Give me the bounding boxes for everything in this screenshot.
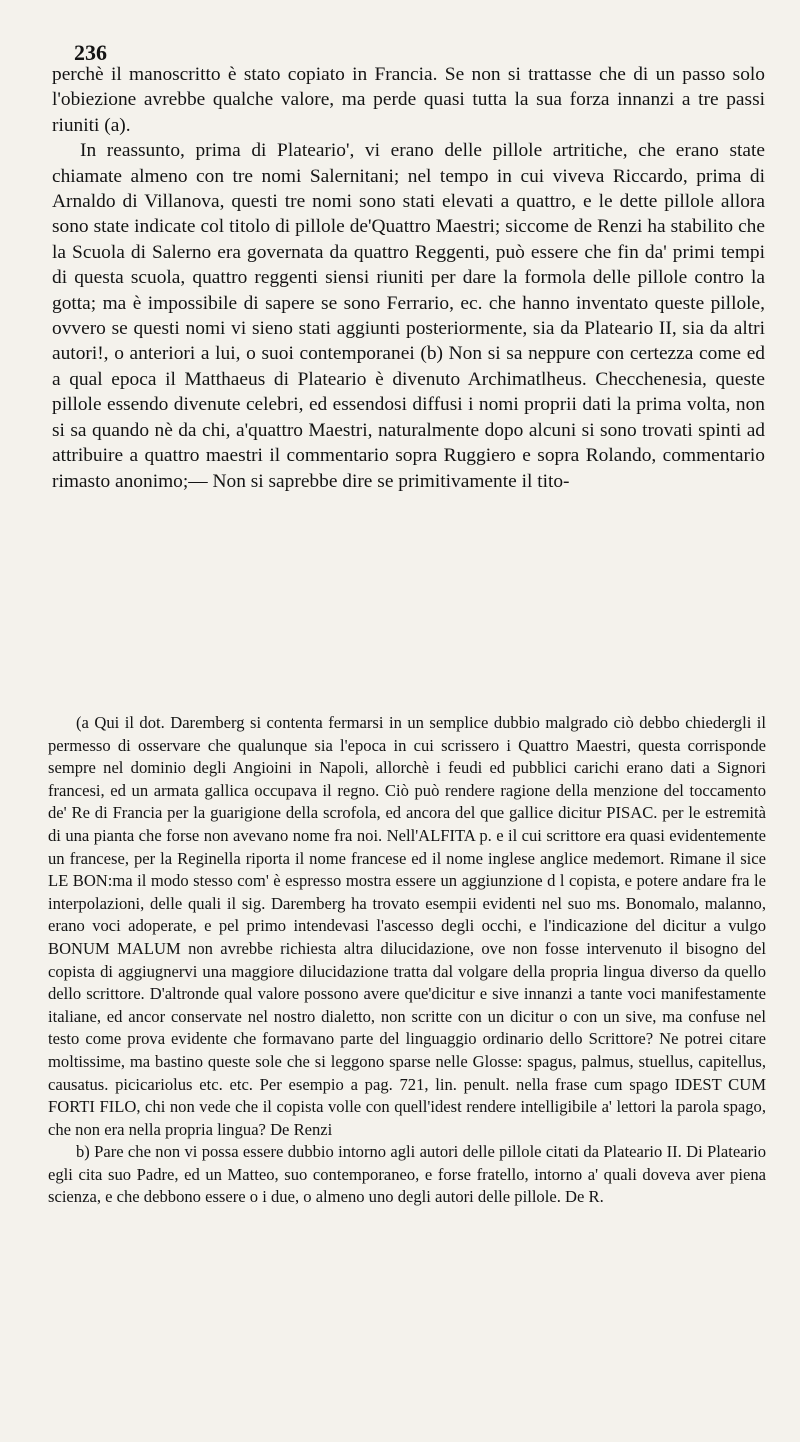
main-text (52, 62, 765, 494)
main-paragraph: In reassunto, prima di Plateario', vi erano delle pillole artritiche, che erano state chiamate almeno con tre nomi Salernitani; nel tempo in cui viveva Riccardo, prima di Arnaldo di Villanova, questi tre nomi sono stati elevati a quattro, e le dette pillole allora sono state indicate col titolo di pillole de'Quattro Maestri; siccome de Renzi ha stabilito che la Scuola di Salerno era governata da quattro Reggenti, può essere che fin da' primi tempi di questa scuola, quattro reggenti siensi riuniti per dare la formola delle pillole contro la gotta; ma è impossibile di sapere se sono Ferrario, ec. che hanno inventato queste pillole, ovvero se questi nomi vi sieno stati aggiunti posteriormente, sia da Plateario II, sia da altri autori!, o anteriori a lui, o suoi contemporanei (b) Non si sa neppure con certezza come ed a qual epoca il Matthaeus di Plateario è divenuto Archimatlheus. Checchenesia, queste pillole essendo divenute celebri, ed essendosi diffusi i nomi proprii dati la prima volta, non si sa quando nè da chi, a'quattro Maestri, naturalmente dopo alcuni si sono trovati spinti ad attribuire a quattro maestri il commentario sopra Ruggiero e sopra Rolando, commentario rimasto anonimo;— Non si saprebbe dire se primitivamente il tito- (52, 140, 765, 492)
page-number: 236 (74, 40, 107, 65)
footnote-a: (a Qui il dot. Daremberg si contenta fermarsi in un semplice dubbio malgrado ciò debbo chiedergli il permesso di osservare che qualunque sia l'epoca in cui scrissero i Quattro Maestri, questa corrisponde sempre nel dominio degli Angioini in Napoli, allorchè i feudi ed pubblici carichi erano dati a Signori francesi, ed un armata gallica occupava il regno. Ciò può rendere ragione della menzione del toccamento de' Re di Francia per la guarigione della scrofola, ed ancora del que gallice dicitur PISAC. per le estremità di una pianta che forse non avevano nome fra noi. Nell'ALFITA p. e il cui scrittore era quasi evidentemente un francese, per la Reginella riporta il nome francese ed il nome inglese anglice medemort. Rimane il sice LE BON:ma il modo stesso com' è espresso mostra essere un aggiunzione d l copista, e potere andare fra le interpolazioni, delle quali il sig. Daremberg ha trovato esempii evidenti nel suo ms. Bonomalo, malanno, erano voci adoperate, e pel primo intendevasi l'ascesso degli occhi, e l'indicazione del dicitur a vulgo BONUM MALUM non avrebbe richiesta altra dilucidazione, ove non fosse intervenuto il bisogno del copista di aggiugnervi una maggiore dilucidazione tratta dal volgare della propria lingua diverso da quello dello scrittore. D'altronde qual valore possono avere que'dicitur e sive innanzi a tante voci manifestamente italiane, ed ancor conservate nel nostro dialetto, non scritte con un dicitur o con un sive, ma confuse nel testo come prova evidente che formavano parte del linguaggio ordinario dello Scrittore? Ne potrei citare moltissime, ma bastino queste sole che si leggono sparse nelle Glosse: spagus, palmus, stuellus, capitellus, causatus. picicariolus etc. etc. Per esempio a pag. 721, lin. penult. nella frase cum spago IDEST CUM FORTI FILO, chi non vede che il copista volle con quell'idest rendere intelligibile a' lettori la parola spago, che non era nella propria lingua? De Renzi (48, 713, 766, 1139)
footnote-b: b) Pare che non vi possa essere dubbio intorno agli autori delle pillole citati da Plateario II. Di Plateario egli cita suo Padre, ed un Matteo, suo contemporaneo, e forse fratello, intorno a' quali doveva aver piena scienza, e che debbono essere o i due, o almeno uno degli autori delle pillole. De R. (48, 1142, 766, 1207)
footnotes (48, 712, 766, 1209)
main-paragraph: perchè il manoscritto è stato copiato in Francia. Se non si trattasse che di un passo solo l'obiezione avrebbe qualche valore, ma perde quasi tutta la sua forza innanzi a tre passi riuniti (a). (52, 64, 765, 136)
